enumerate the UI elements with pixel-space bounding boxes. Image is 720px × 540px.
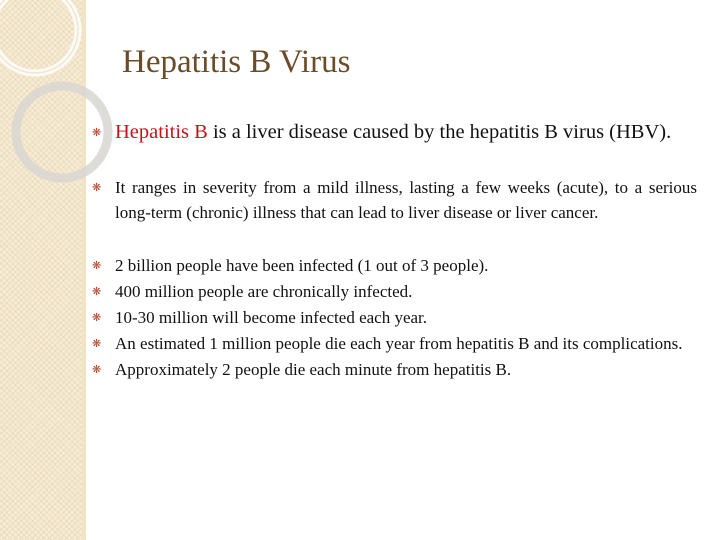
asterisk-bullet-icon: ❋ [92,126,102,139]
slide-title: Hepatitis B Virus [122,44,351,80]
asterisk-bullet-icon: ❋ [92,311,102,324]
asterisk-bullet-icon: ❋ [92,259,102,272]
asterisk-bullet-icon: ❋ [92,363,102,376]
bullet-text: Approximately 2 people die each minute from hepatitis B. [115,360,512,379]
bullet-text: 400 million people are chronically infected. [115,282,413,301]
asterisk-bullet-icon: ❋ [92,337,102,350]
bullet-item [92,282,697,302]
bullet-text: It ranges in severity from a mild illness, lasting a few weeks (acute), to a serious long-term (chronic) illness that can lead to liver disease or liver cancer. [115,178,697,222]
bullet-text: 2 billion people have been infected (1 out of 3 people). [115,256,489,275]
bullet-item [92,308,697,328]
bullet-item [92,334,697,354]
bullet-list [92,120,697,386]
asterisk-bullet-icon: ❋ [92,285,102,298]
bullet-text: is a liver disease caused by the hepatitis B virus (HBV). [207,121,672,143]
bullet-text: An estimated 1 million people die each year from hepatitis B and its complications. [115,334,683,353]
bullet-text: 10-30 million will become infected each year. [115,308,428,327]
asterisk-bullet-icon: ❋ [92,181,102,194]
emphasis-term: Hepatitis B [115,121,208,143]
bullet-item [92,120,697,145]
bullet-item [92,176,697,225]
bullet-item [92,256,697,276]
bullet-item [92,360,697,380]
